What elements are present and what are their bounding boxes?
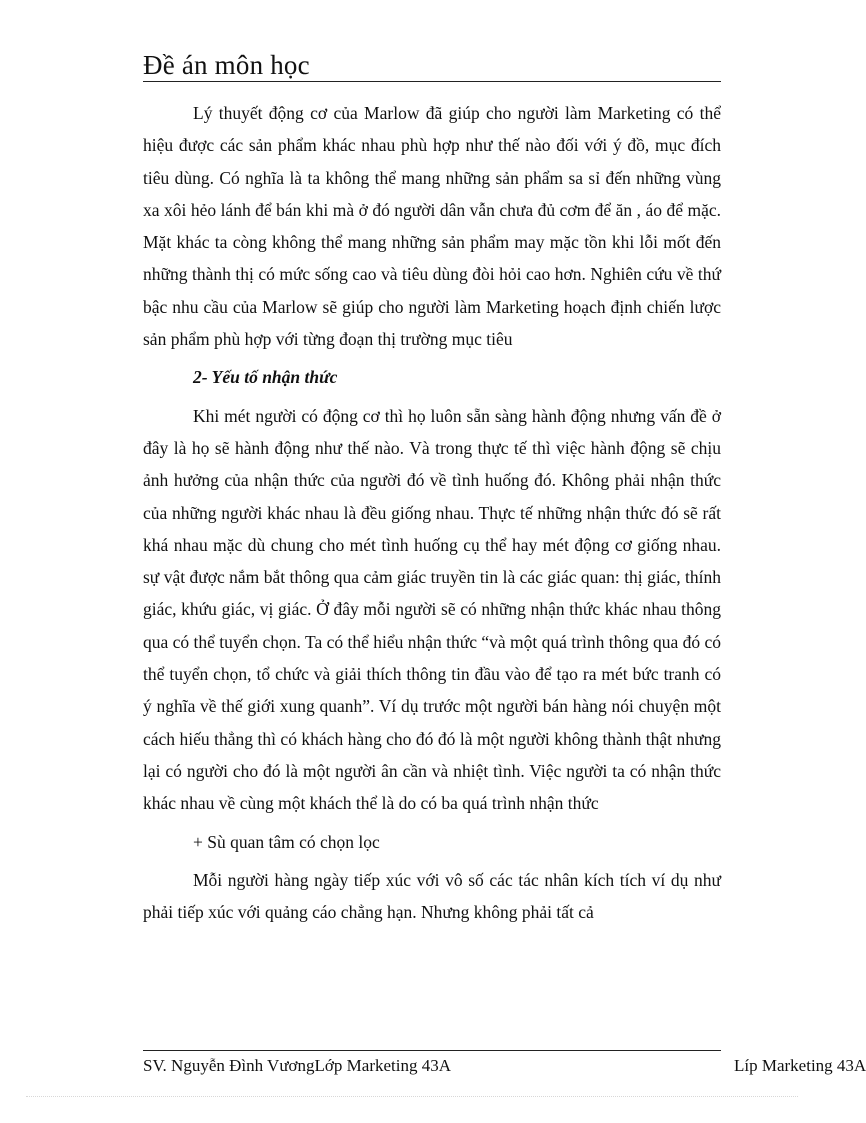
page-header-title: Đề án môn học	[143, 50, 310, 80]
document-body	[143, 97, 721, 928]
page-bottom-border	[26, 1096, 798, 1097]
footer-class-info: Líp Marketing 43A	[734, 1056, 866, 1075]
section-heading-perception: 2- Yếu tố nhận thức	[193, 367, 338, 388]
subheading-selective-attention: + Sù quan tâm có chọn lọc	[193, 831, 380, 852]
footer-divider	[143, 1050, 721, 1051]
footer-student-info: SV. Nguyễn Đình VươngLớp Marketing 43A	[143, 1056, 452, 1075]
paragraph-perception: Khi mét người có động cơ thì họ luôn sẵn sàng hành động nhưng vấn đề ở đây là họ sẽ hành động như thế nào. Và trong thực tế thì việc hành động sẽ chịu ảnh hưởng của nhận thức của người đó về tình huống đó. Không phải nhận thức của những người khác nhau là đều giống nhau. Thực tế những nhận thức đó sẽ rất khá nhau mặc dù chung cho mét tình huống cụ thể hay mét động cơ giống nhau. sự vật được nắm bắt thông qua cảm giác truyền tin là các giác quan: thị giác, thính giác, khứu giác, vị giác. Ở đây mỗi người sẽ có những nhận thức khác nhau thông qua có thể tuyển chọn. Ta có thể hiểu nhận thức “và một quá trình thông qua đó có thể tuyển chọn, tổ chức và giải thích thông tin đầu vào để tạo ra mét bức tranh có ý nghĩa về thế giới xung quanh”. Ví dụ trước một người bán hàng nói chuyện một cách hiếu thẳng thì có khách hàng cho đó đó là một người không thành thật nhưng lại có người cho đó là một người ân cần và nhiệt tình. Việc người ta có nhận thức khác nhau về cùng một khách thể là do có ba quá trình nhận thức	[143, 405, 721, 814]
paragraph-marlow-theory: Lý thuyết động cơ của Marlow đã giúp cho người làm Marketing có thể hiệu được các sản phẩm khác nhau phù hợp như thế nào đối với ý đồ, mục đích tiêu dùng. Có nghĩa là ta không thể mang những sản phẩm sa sỉ đến những vùng xa xôi hẻo lánh để bán khi mà ở đó người dân vẫn chưa đủ cơm để ăn , áo để mặc. Mặt khác ta còng không thể mang những sản phẩm may mặc tồn khi lỗi mốt đến những thành thị có mức sống cao và tiêu dùng đòi hỏi cao hơn. Nghiên cứu về thứ bậc nhu cầu của Marlow sẽ giúp cho người làm Marketing hoạch định chiến lược sản phẩm phù hợp với từng đoạn thị trường mục tiêu	[143, 103, 721, 350]
paragraph-stimuli: Mỗi người hàng ngày tiếp xúc với vô số các tác nhân kích tích ví dụ như phải tiếp xúc với quảng cáo chẳng hạn. Nhưng không phải tất cả	[143, 869, 721, 923]
header-divider	[143, 81, 721, 82]
